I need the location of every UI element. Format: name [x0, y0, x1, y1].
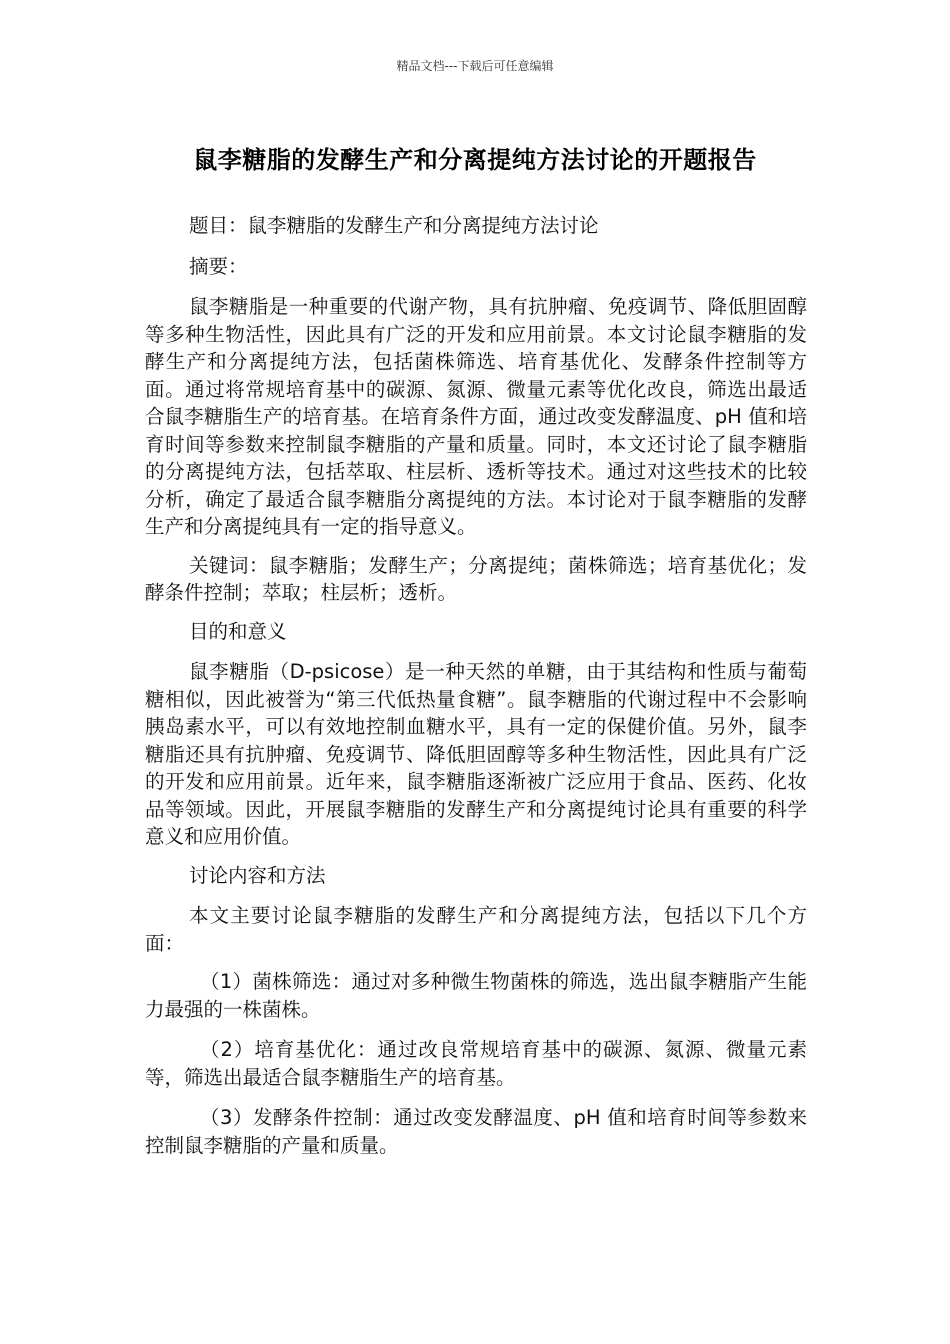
header-note: 精品文档---下载后可任意编辑 — [396, 59, 554, 73]
abstract-paragraph: 鼠李糖脂是一种重要的代谢产物，具有抗肿瘤、免疫调节、降低胆固醇等多种生物活性，因此具有广泛的开发和应用前景。本文讨论鼠李糖脂的发酵生产和分离提纯方法，包括菌株筛选、培育基优化、发酵条件控制等方面。通过将常规培育基中的碳源、氮源、微量元素等优化改良，筛选出最适合鼠李糖脂生产的培育基。在培育条件方面，通过改变发酵温度、pH 值和培育时间等参数来控制鼠李糖脂的产量和质量。同时，本文还讨论了鼠李糖脂的分离提纯方法，包括萃取、柱层析、透析等技术。通过对这些技术的比较分析，确定了最适合鼠李糖脂分离提纯的方法。本讨论对于鼠李糖脂的发酵生产和分离提纯具有一定的指导意义。 — [145, 295, 807, 538]
abstract-heading: 摘要： — [189, 254, 248, 278]
content-intro-paragraph: 本文主要讨论鼠李糖脂的发酵生产和分离提纯方法，包括以下几个方面： — [145, 904, 807, 955]
topic-line: 题目：鼠李糖脂的发酵生产和分离提纯方法讨论 — [189, 214, 599, 237]
purpose-heading: 目的和意义 — [189, 619, 287, 643]
content-methods-heading: 讨论内容和方法 — [189, 863, 326, 887]
list-item-medium-optimization: （2）培育基优化：通过改良常规培育基中的碳源、氮源、微量元素等，筛选出最适合鼠李糖脂生产的培育基。 — [145, 1038, 807, 1089]
purpose-paragraph: 鼠李糖脂（D-psicose）是一种天然的单糖，由于其结构和性质与葡萄糖相似，因此被誉为“第三代低热量食糖”。鼠李糖脂的代谢过程中不会影响胰岛素水平，可以有效地控制血糖水平，具有一定的保健价值。另外，鼠李糖脂还具有抗肿瘤、免疫调节、降低胆固醇等多种生物活性，因此具有广泛的开发和应用前景。近年来，鼠李糖脂逐渐被广泛应用于食品、医药、化妆品等领域。因此，开展鼠李糖脂的发酵生产和分离提纯讨论具有重要的科学意义和应用价值。 — [145, 660, 807, 848]
list-item-strain-screening: （1）菌株筛选：通过对多种微生物菌株的筛选，选出鼠李糖脂产生能力最强的一株菌株。 — [145, 970, 807, 1021]
document-title: 鼠李糖脂的发酵生产和分离提纯方法讨论的开题报告 — [193, 146, 757, 174]
list-item-fermentation-control: （3）发酵条件控制：通过改变发酵温度、pH 值和培育时间等参数来控制鼠李糖脂的产量和质量。 — [145, 1106, 807, 1157]
keywords-paragraph: 关键词：鼠李糖脂；发酵生产；分离提纯；菌株筛选；培育基优化；发酵条件控制；萃取；柱层析；透析。 — [145, 553, 807, 604]
document-body — [145, 212, 807, 1172]
